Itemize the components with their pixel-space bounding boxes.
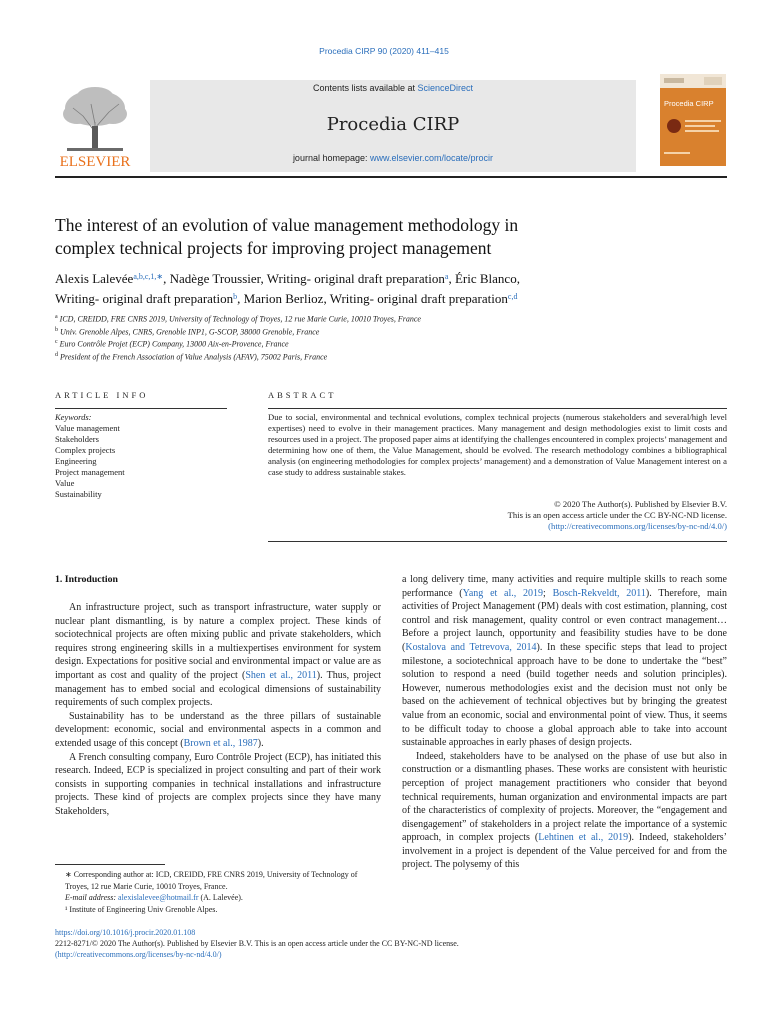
author-name: Writing- original draft preparation	[55, 291, 234, 306]
license-link[interactable]: (http://creativecommons.org/licenses/by-nc-nd/4.0/)	[548, 521, 727, 532]
abstract-license-block	[268, 499, 727, 532]
elsevier-tree-logo	[55, 82, 135, 170]
keywords-label: Keywords:	[55, 412, 92, 422]
author-sep: ,	[237, 291, 244, 306]
keyword-item: Value management	[55, 423, 120, 433]
title-line-1: The interest of an evolution of value management methodology in	[55, 215, 519, 235]
author-name: Éric Blanco,	[454, 271, 520, 286]
abstract-rule	[268, 408, 727, 409]
copyright-line: © 2020 The Author(s). Published by Elsevier B.V.	[554, 499, 727, 509]
citation-link[interactable]: Bosch-Rekveldt, 2011	[552, 587, 646, 599]
cover-title: Procedia CIRP	[664, 99, 714, 108]
body-column-right	[402, 573, 727, 872]
elsevier-wordmark: ELSEVIER	[59, 154, 131, 170]
sciencedirect-link[interactable]: ScienceDirect	[417, 83, 474, 93]
keyword-item: Value	[55, 478, 75, 488]
article-info-heading: ARTICLE INFO	[55, 390, 149, 400]
journal-citation: Procedia CIRP 90 (2020) 411–415	[319, 46, 449, 56]
keyword-item: Project management	[55, 467, 125, 477]
footnote-institute: ¹ Institute of Engineering Univ Grenoble Alpes.	[65, 904, 218, 914]
header-rule	[55, 176, 727, 178]
section-heading-introduction: 1. Introduction	[55, 574, 118, 585]
paragraph: An infrastructure project, such as transport infrastructure, water supply or nuclear plant dismantling, is by nature a complex project. These kinds of sociotechnical projects are often mixing public and private stakeholders, which requires strong engineering skills in a multiexpertises environment for system design. Expectations for positive social and environmental impact or value are as important as cost and quality of the project (Shen et al., 2011). Thus, project management has to embed social and ecological dimensions of sustainability requirements of such complex projects.	[55, 602, 381, 709]
author-affil-mark[interactable]: b	[233, 292, 238, 301]
title-line-2: complex technical projects for improving project management	[55, 238, 492, 258]
keyword-item: Sustainability	[55, 489, 102, 499]
abstract-bottom-rule	[268, 541, 727, 542]
paragraph: Sustainability has to be understand as the three pillars of sustainable development: economic, social and environmental aspects in a common and extended usage of this concept (Brown et al., 1987).	[55, 710, 381, 749]
body-column-left	[55, 601, 381, 819]
paragraph: a long delivery time, many activities and require multiple skills to reach some performance (Yang et al., 2019; Bosch-Rekveldt, 2011). Therefore, main activities of Project Management (PM) deals with cost estimation, planning, cost control and risk management, quality control or even contract management… Before a project launch, opportunity and feasibility studies have to be done (Kostalova and Tetrevova, 2014). In these specific steps that lead to project milestone, a sociotechnical approach have to be done to undertake the “best” solution to respond a need (build together needs and solution principles). However, numerous methodologies exist and the decision must not only be based on the achievement of technical objectives but by bringing the greatest value from an economic, social and environmental point of view. Thus, it seems to be difficult today to choose a global approach able to take into account sustainable approaches in early phases of design projects.	[402, 574, 728, 749]
author-list	[55, 268, 735, 308]
keyword-item: Stakeholders	[55, 434, 99, 444]
homepage-prefix: journal homepage:	[292, 153, 370, 163]
author-4[interactable]	[244, 291, 518, 306]
author-name: Marion Berlioz, Writing- original draft preparation	[243, 291, 508, 306]
author-affil-mark[interactable]: c,d	[507, 292, 518, 301]
paragraph: A French consulting company, Euro Contrôle Project (ECP), has initiated this research. Indeed, ECP is specialized in project consulting and part of their work consists in supporting companies in technical installations and infrastructure projects. These kind of projects are complex projects since they have many Stakeholders,	[55, 751, 381, 817]
citation-link[interactable]: Yang et al., 2019	[462, 587, 544, 599]
bottom-license-link[interactable]: (http://creativecommons.org/licenses/by-nc-nd/4.0/)	[55, 950, 222, 960]
affiliation-d: $^d$ President of the French Association of Value Analysis (AFAV), 75002 Paris, France	[55, 351, 328, 362]
issn-line: 2212-8271/© 2020 The Author(s). Published by Elsevier B.V. This is an open access article under the CC BY-NC-ND license.	[55, 939, 459, 949]
author-name: Nadège Troussier, Writing- original draft preparation	[169, 271, 445, 286]
journal-homepage-link[interactable]: www.elsevier.com/locate/procir	[370, 153, 494, 163]
paragraph: Indeed, stakeholders have to be analysed on the phase of use but also in construction or a dismantling phases. These works are consistent with heuristic perception of project management practitioners who consider that beyond technical requirements, human organization and environmental impacts are part of the characteristics of complexity of projects. Moreover, the “engagement and disengagement” of stakeholders in a project relate the importance of a systemic approach, in complex projects (Lehtinen et al., 2019). Indeed, stakeholders’ involvement in a project is dependent of the Value perceived for and from the project. The polysemy of this	[402, 750, 727, 871]
author-2[interactable]	[170, 271, 455, 286]
license-line: This is an open access article under the CC BY-NC-ND license.	[507, 510, 727, 521]
affiliation-c: $^c$ Euro Contrôle Projet (ECP) Company, 13000 Aix-en-Provence, France	[55, 339, 289, 349]
contents-available-line	[150, 83, 636, 93]
keywords-block	[55, 412, 225, 500]
article-title	[55, 214, 735, 260]
author-3[interactable]	[455, 271, 520, 286]
affiliation-a: $^a$ ICD, CREIDD, FRE CNRS 2019, University of Technology of Troyes, 12 rue Marie Curie, 10010 Troyes, France	[55, 314, 421, 324]
citation-link[interactable]: Brown et al., 1987	[183, 737, 258, 749]
footnotes	[55, 869, 381, 915]
article-info-rule	[55, 408, 227, 409]
journal-cover-thumbnail[interactable]	[660, 74, 726, 166]
citation-link[interactable]: Kostalova and Tetrevova, 2014	[405, 641, 537, 653]
footnote-rule	[55, 864, 165, 865]
author-1[interactable]	[55, 271, 170, 286]
contents-prefix: Contents lists available at	[312, 83, 418, 93]
author-sep: ,	[163, 271, 170, 286]
affiliation-b: $^b$ Univ. Grenoble Alpes, CNRS, Grenoble INP1, G-SCOP, 38000 Grenoble, France	[55, 326, 320, 337]
publication-info	[55, 927, 735, 961]
affiliation-list	[55, 312, 735, 363]
footnote-email: E-mail address: alexislalevee@hotmail.fr (A. Lalevée).	[65, 893, 243, 903]
journal-homepage-line	[150, 153, 636, 163]
author-sep: ,	[448, 271, 455, 286]
citation-link[interactable]: Lehtinen et al., 2019	[538, 832, 629, 844]
abstract-text: Due to social, environmental and technical evolutions, complex technical projects (numerous stakeholders and several/high level expertises) need to evolve in their management practices. Many management and design methodologies exist to limit costs and resources used in a project. The proposed paper aims at identifying the challenges encountered in complex projects’ management and determining how one of them, the Value Management, should be evolved. The research methodology combines a bibliographical analysis (on engineering methodologies for complex projects’ management) and a demonstration of Value Management interest on a case study to address sustainable stakes.	[268, 412, 727, 478]
abstract-heading: ABSTRACT	[268, 390, 337, 400]
doi-link[interactable]: https://doi.org/10.1016/j.procir.2020.01.108	[55, 928, 196, 937]
author-affil-mark[interactable]: a,b,c,1,∗	[133, 272, 164, 281]
journal-title: Procedia CIRP	[326, 114, 460, 135]
citation-link[interactable]: Shen et al., 2011	[245, 669, 317, 681]
author-3-role[interactable]	[55, 291, 244, 306]
keyword-item: Complex projects	[55, 445, 116, 455]
author-affil-mark[interactable]: a	[444, 272, 449, 281]
author-name: Alexis Lalevée	[55, 271, 134, 286]
email-link[interactable]: alexislalevee@hotmail.fr	[118, 893, 199, 903]
footnote-corresponding: ∗ Corresponding author at: ICD, CREIDD, FRE CNRS 2019, University of Technology of Troyes, 12 rue Marie Curie, 10010 Troyes, France.	[65, 870, 358, 891]
keyword-item: Engineering	[55, 456, 97, 466]
